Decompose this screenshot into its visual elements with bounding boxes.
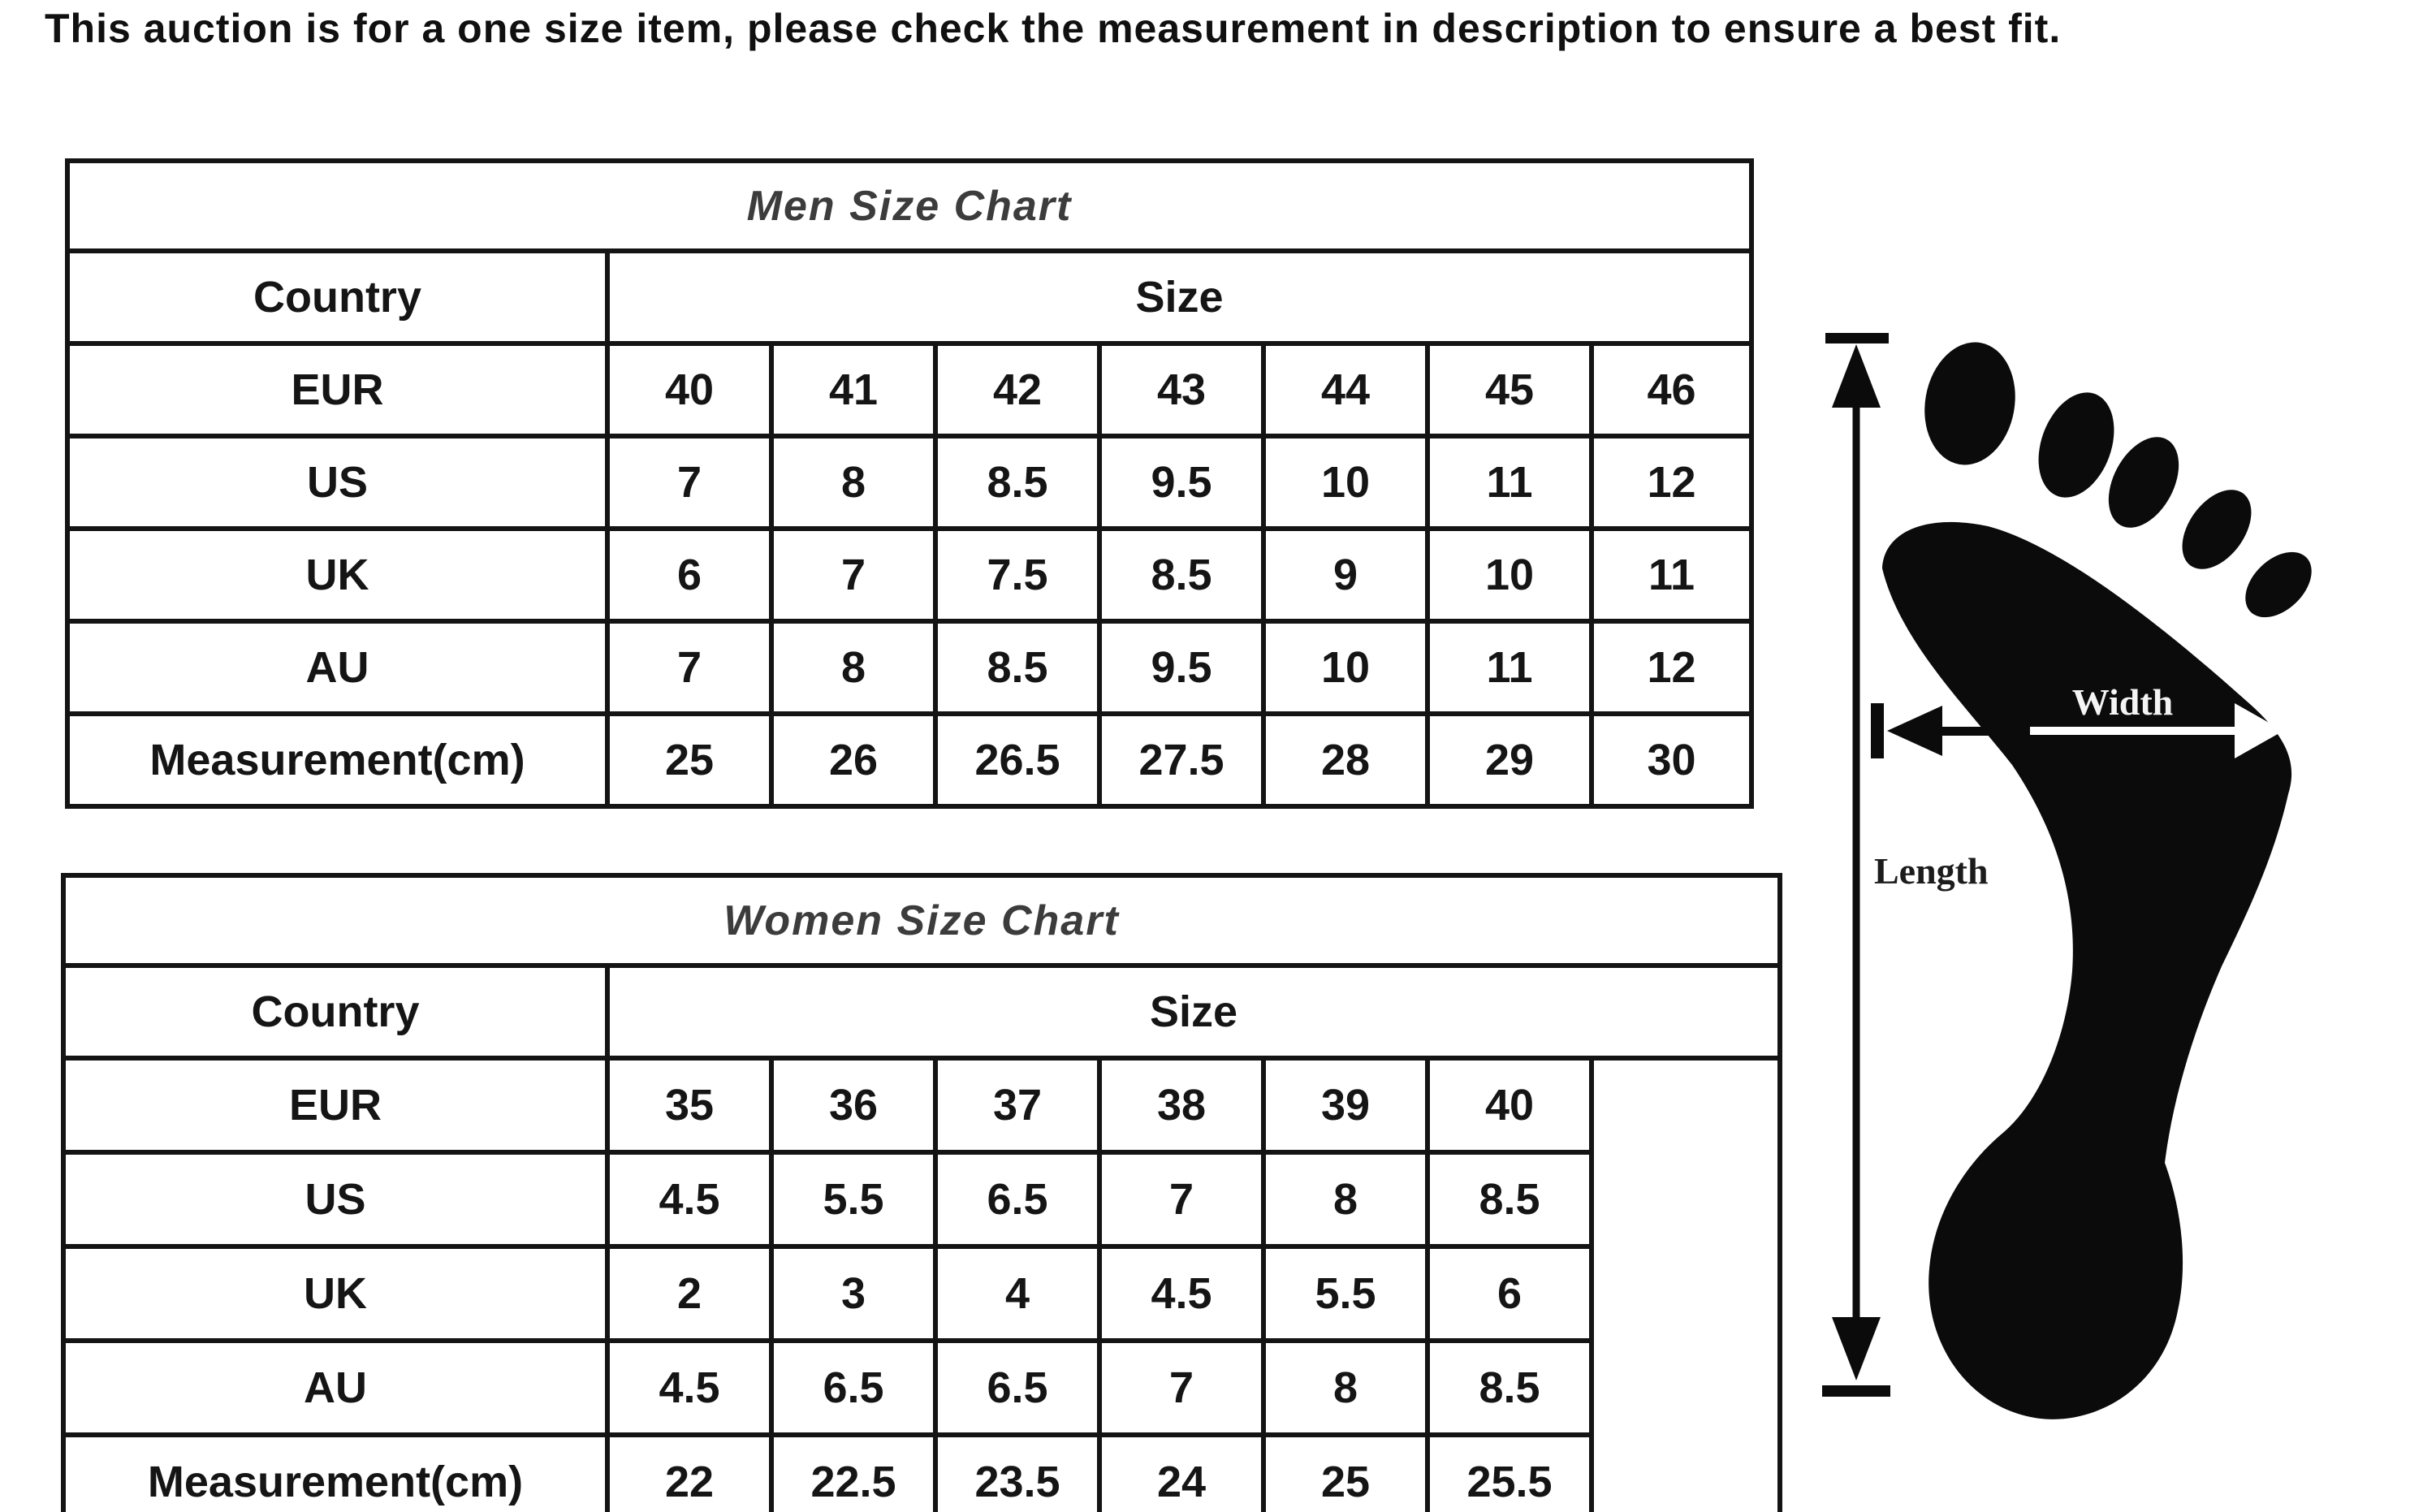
size-cell: 7 <box>1099 1341 1263 1435</box>
size-cell: 5.5 <box>1263 1246 1427 1341</box>
size-cell: 8 <box>1263 1341 1427 1435</box>
size-cell: 24 <box>1099 1435 1263 1512</box>
table-row <box>63 1152 1780 1246</box>
size-cell: 9.5 <box>1099 621 1263 714</box>
size-cell: 7 <box>771 529 935 621</box>
size-cell: 12 <box>1592 436 1751 529</box>
size-cell: 6.5 <box>935 1341 1099 1435</box>
size-cell: 8.5 <box>935 621 1099 714</box>
row-label: Measurement(cm) <box>67 714 607 806</box>
size-cell: 25 <box>607 714 771 806</box>
size-cell: 35 <box>607 1058 771 1152</box>
length-arrow-top-cap <box>1825 333 1889 343</box>
size-cell: 46 <box>1592 343 1751 436</box>
size-cell: 4.5 <box>607 1152 771 1246</box>
men-size-table <box>65 158 1754 809</box>
size-cell: 45 <box>1427 343 1592 436</box>
size-cell: 6 <box>607 529 771 621</box>
size-cell: 7 <box>607 436 771 529</box>
size-cell: 25.5 <box>1427 1435 1592 1512</box>
size-cell: 7.5 <box>935 529 1099 621</box>
table-row <box>67 251 1751 343</box>
row-label: Measurement(cm) <box>63 1435 607 1512</box>
row-label: EUR <box>63 1058 607 1152</box>
row-label: UK <box>63 1246 607 1341</box>
row-label: AU <box>63 1341 607 1435</box>
size-cell: 3 <box>771 1246 935 1341</box>
men-size-header: Size <box>607 251 1751 343</box>
length-label: Length <box>1874 850 1989 892</box>
row-label: AU <box>67 621 607 714</box>
size-cell: 39 <box>1263 1058 1427 1152</box>
size-cell: 42 <box>935 343 1099 436</box>
empty-cell <box>1592 1058 1780 1512</box>
size-cell: 26.5 <box>935 714 1099 806</box>
men-country-header: Country <box>67 251 607 343</box>
big-toe <box>1916 335 2025 473</box>
foot-measurement-diagram <box>1786 309 2371 1445</box>
size-cell: 10 <box>1427 529 1592 621</box>
table-row <box>67 621 1751 714</box>
size-cell: 23.5 <box>935 1435 1099 1512</box>
size-cell: 5.5 <box>771 1152 935 1246</box>
table-row <box>63 1246 1780 1341</box>
women-table-title: Women Size Chart <box>63 875 1780 966</box>
size-cell: 30 <box>1592 714 1751 806</box>
size-cell: 41 <box>771 343 935 436</box>
size-cell: 40 <box>607 343 771 436</box>
width-label: Width <box>2071 681 2174 723</box>
fourth-toe <box>2168 477 2265 582</box>
size-cell: 27.5 <box>1099 714 1263 806</box>
width-arrow-left-head <box>1887 706 1942 756</box>
size-cell: 8 <box>771 621 935 714</box>
size-cell: 10 <box>1263 436 1427 529</box>
intro-text: This auction is for a one size item, please check the measurement in description to ensure a best fit. <box>45 6 2062 51</box>
size-cell: 22.5 <box>771 1435 935 1512</box>
table-row <box>63 966 1780 1058</box>
size-cell: 6 <box>1427 1246 1592 1341</box>
size-cell: 8 <box>771 436 935 529</box>
size-cell: 9 <box>1263 529 1427 621</box>
size-cell: 8.5 <box>1099 529 1263 621</box>
size-cell: 12 <box>1592 621 1751 714</box>
size-cell: 8 <box>1263 1152 1427 1246</box>
size-cell: 36 <box>771 1058 935 1152</box>
table-row <box>67 714 1751 806</box>
women-country-header: Country <box>63 966 607 1058</box>
women-size-header: Size <box>607 966 1780 1058</box>
size-cell: 6.5 <box>771 1341 935 1435</box>
size-cell: 4.5 <box>607 1341 771 1435</box>
table-row <box>63 875 1780 966</box>
size-cell: 11 <box>1592 529 1751 621</box>
row-label: US <box>63 1152 607 1246</box>
size-cell: 28 <box>1263 714 1427 806</box>
size-cell: 4.5 <box>1099 1246 1263 1341</box>
size-cell: 40 <box>1427 1058 1592 1152</box>
size-cell: 25 <box>1263 1435 1427 1512</box>
pinky-toe <box>2233 539 2324 629</box>
length-arrow-bottom-cap <box>1822 1385 1890 1397</box>
size-cell: 8.5 <box>1427 1341 1592 1435</box>
width-arrow-white-shaft <box>2030 727 2238 735</box>
table-row <box>67 343 1751 436</box>
length-arrow-down-head <box>1832 1317 1881 1380</box>
size-cell: 7 <box>607 621 771 714</box>
size-cell: 6.5 <box>935 1152 1099 1246</box>
row-label: UK <box>67 529 607 621</box>
size-cell: 9.5 <box>1099 436 1263 529</box>
size-cell: 8.5 <box>935 436 1099 529</box>
table-row <box>67 161 1751 251</box>
size-cell: 38 <box>1099 1058 1263 1152</box>
table-row <box>63 1058 1780 1152</box>
size-cell: 43 <box>1099 343 1263 436</box>
size-cell: 11 <box>1427 621 1592 714</box>
row-label: US <box>67 436 607 529</box>
size-cell: 44 <box>1263 343 1427 436</box>
size-cell: 2 <box>607 1246 771 1341</box>
women-size-table <box>61 873 1782 1512</box>
size-cell: 29 <box>1427 714 1592 806</box>
size-cell: 11 <box>1427 436 1592 529</box>
width-arrow-left-tick <box>1871 703 1884 758</box>
size-cell: 37 <box>935 1058 1099 1152</box>
table-row <box>63 1341 1780 1435</box>
table-row <box>67 436 1751 529</box>
table-row <box>63 1435 1780 1512</box>
size-cell: 7 <box>1099 1152 1263 1246</box>
foot-sole-shape <box>1882 522 2291 1419</box>
size-cell: 22 <box>607 1435 771 1512</box>
table-row <box>67 529 1751 621</box>
size-cell: 26 <box>771 714 935 806</box>
size-cell: 4 <box>935 1246 1099 1341</box>
row-label: EUR <box>67 343 607 436</box>
men-table-title: Men Size Chart <box>67 161 1751 251</box>
size-cell: 8.5 <box>1427 1152 1592 1246</box>
size-cell: 10 <box>1263 621 1427 714</box>
